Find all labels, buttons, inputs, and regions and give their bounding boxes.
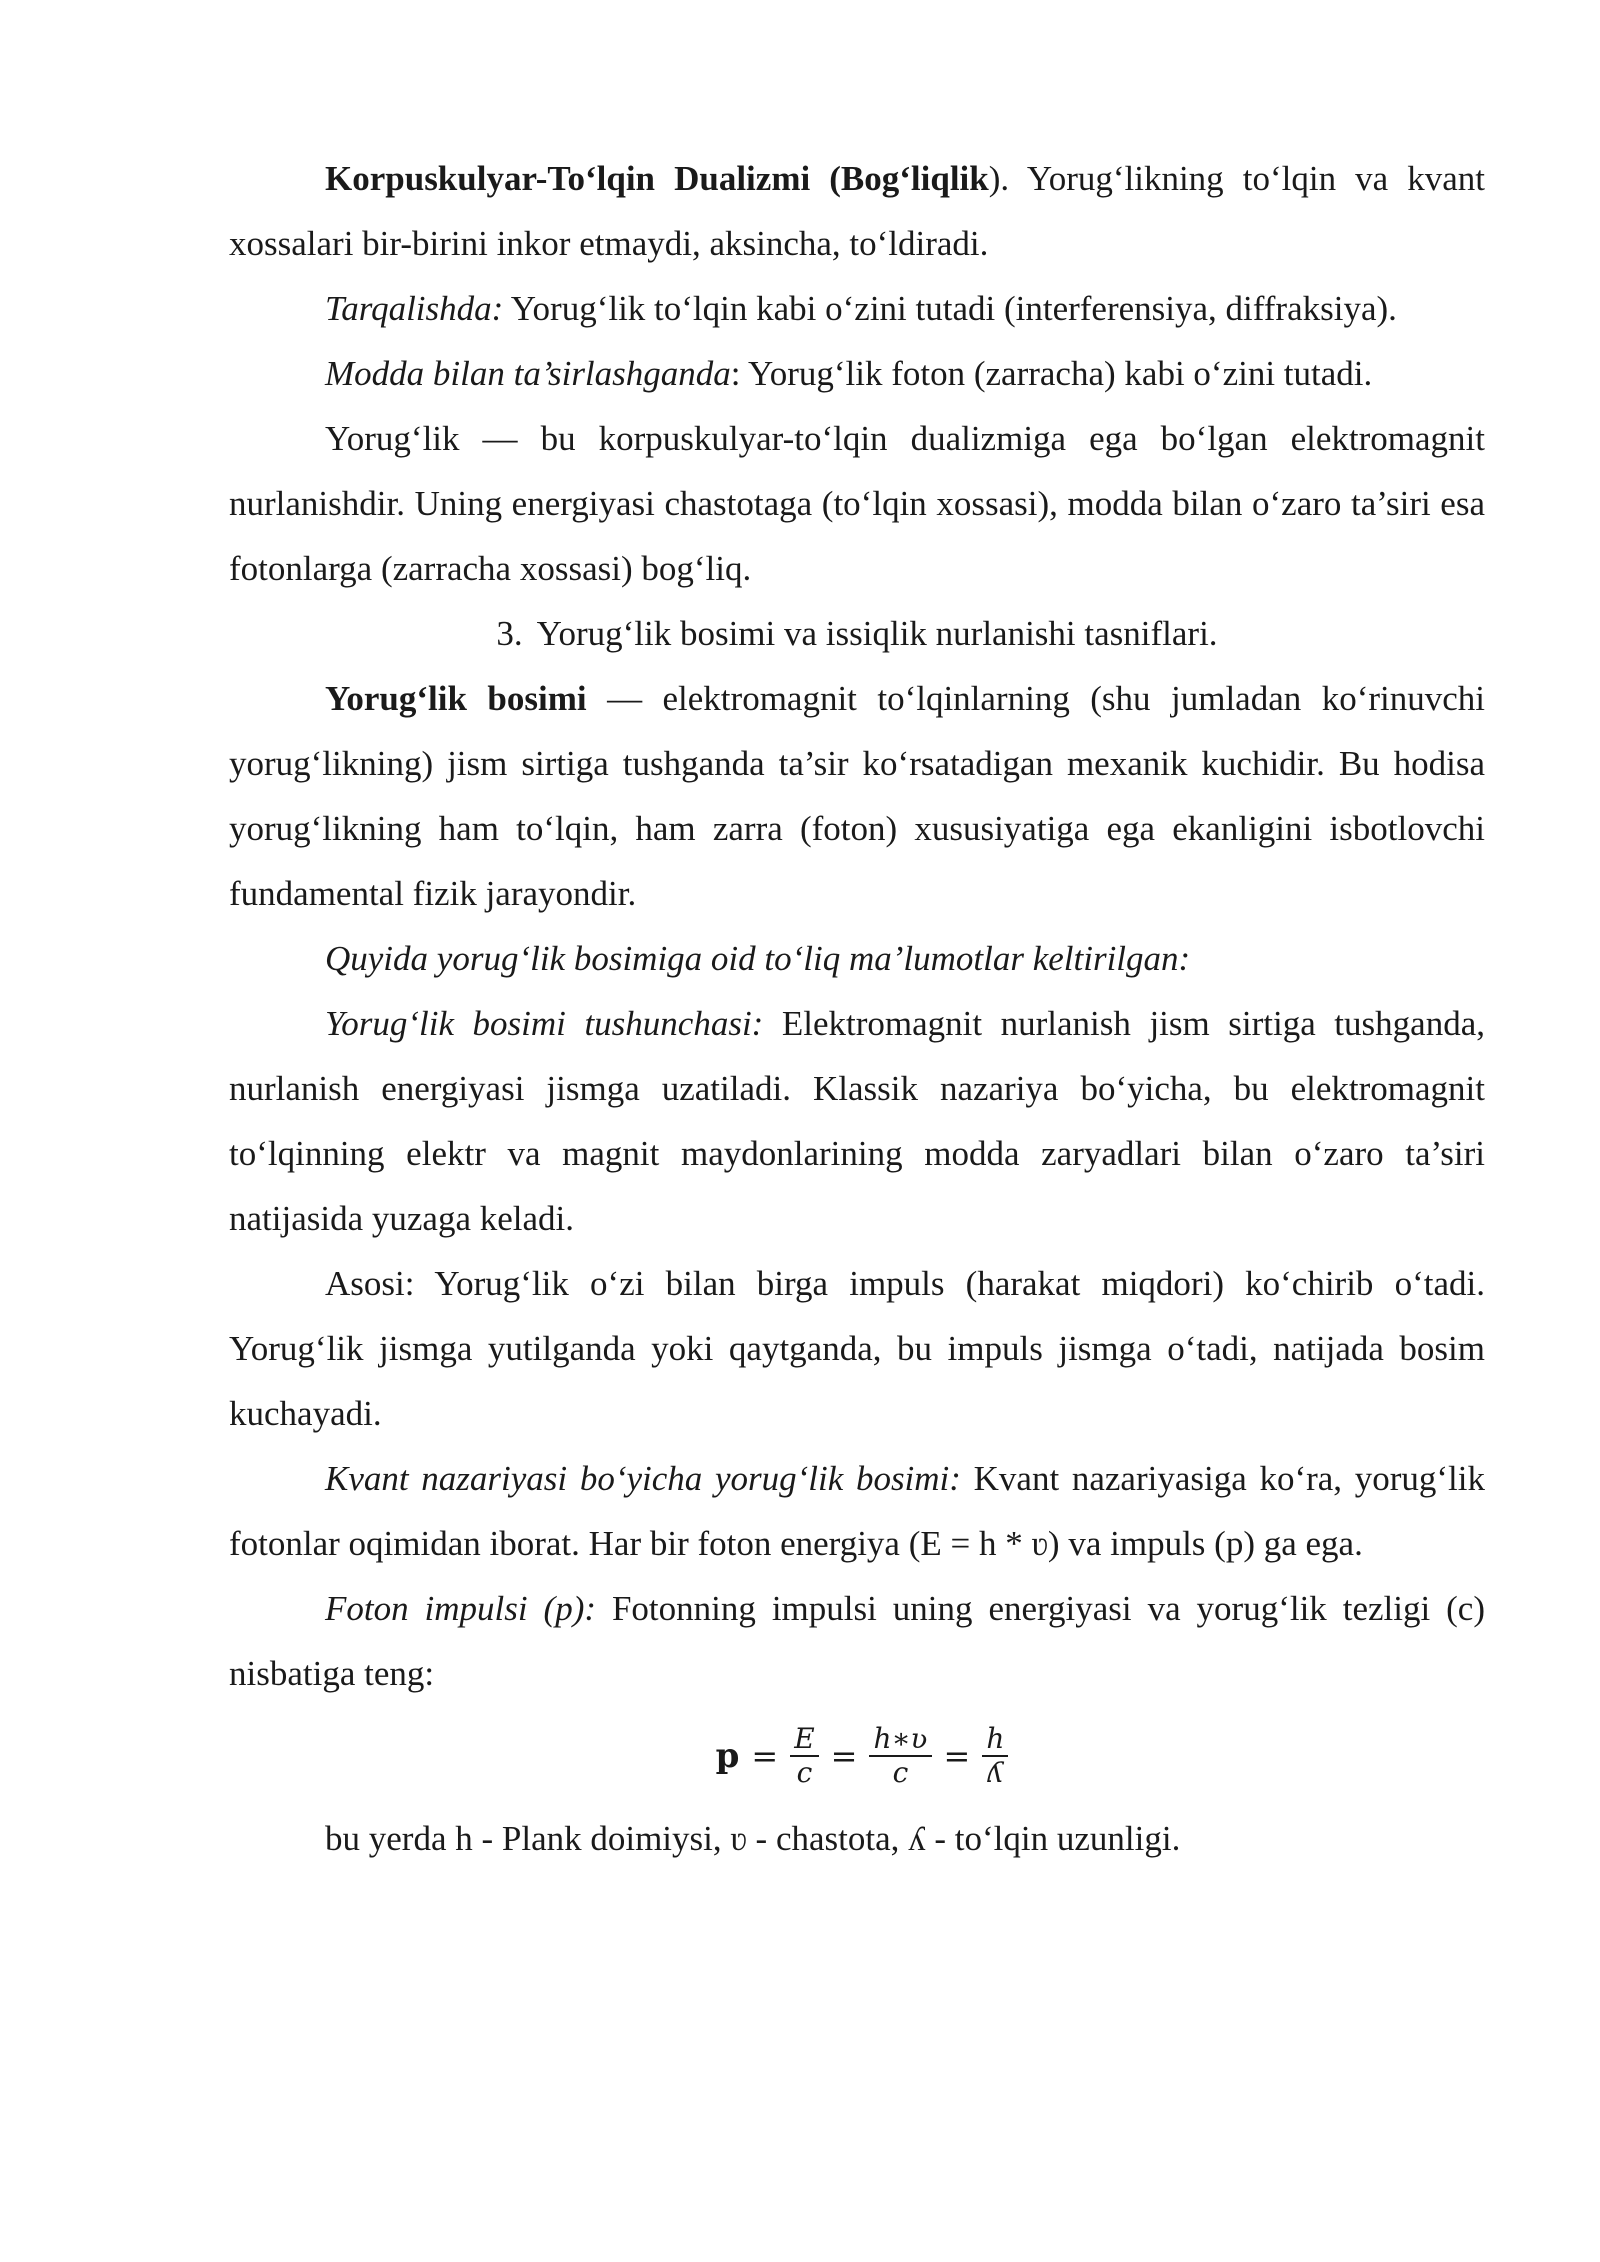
italic-term: Tarqalishda:: [325, 289, 504, 328]
paragraph-propagation: [229, 276, 1485, 341]
fraction-hv-over-c: [869, 1723, 931, 1789]
fraction-denominator: c: [892, 1756, 909, 1789]
italic-term: Kvant nazariyasi bo‘yicha yorug‘lik bosimi:: [325, 1459, 961, 1498]
fraction-denominator: ʎ: [987, 1756, 1004, 1789]
bold-term: Yorug‘lik bosimi: [325, 679, 587, 718]
fraction-h-over-lambda: [982, 1723, 1008, 1789]
fraction-numerator: h∗ʋ: [869, 1723, 931, 1757]
paragraph-text: Fotonning impulsi uning energiyasi va yorug‘lik tezligi (c) nisbatiga teng:: [229, 1589, 1485, 1693]
italic-text: Quyida yorug‘lik bosimiga oid to‘liq ma’lumotlar keltirilgan:: [325, 939, 1191, 978]
paragraph-text: : Yorug‘lik foton (zarracha) kabi o‘zini tutadi.: [730, 354, 1373, 393]
paragraph-light-pressure: [229, 666, 1485, 926]
paragraph-light-definition: [229, 406, 1485, 601]
fraction-numerator: h: [982, 1723, 1008, 1757]
paragraph-interaction: [229, 341, 1485, 406]
paragraph-text: — elektromagnit to‘lqinlarning (shu jumladan ko‘rinuvchi yorug‘likning) jism sirtiga tushganda ta’sir ko‘rsatadigan mexanik kuchidir. Bu hodisa yorug‘likning ham to‘lqin, ham zarra (foton) xususiyatiga ega ekanligini isbotlovchi fundamental fizik jarayondir.: [229, 679, 1485, 913]
formula-lhs: p: [715, 1735, 740, 1776]
equals-sign: =: [830, 1736, 858, 1775]
paragraph-text: Yorug‘lik to‘lqin kabi o‘zini tutadi (interferensiya, diffraksiya).: [503, 289, 1397, 328]
fraction-e-over-c: [790, 1723, 818, 1789]
paragraph-text: ). Yorug‘likning to‘lqin va kvant xossalari bir-birini inkor etmaydi, aksincha, to‘ldiradi.: [229, 159, 1486, 263]
italic-term: Modda bilan ta’sirlashganda: [325, 354, 731, 393]
paragraph-text: bu yerda h - Plank doimiysi, ʋ - chastota, ʎ - to‘lqin uzunligi.: [325, 1819, 1181, 1858]
paragraph-basis: [229, 1251, 1485, 1446]
momentum-formula: [229, 1706, 1485, 1806]
equals-sign: =: [943, 1736, 971, 1775]
paragraph-intro: [229, 926, 1485, 991]
paragraph-quantum: [229, 1446, 1485, 1576]
italic-term: Foton impulsi (p):: [325, 1589, 597, 1628]
section-number: 3.: [496, 614, 523, 653]
section-heading: [229, 601, 1485, 666]
paragraph-text: Asosi: Yorug‘lik o‘zi bilan birga impuls (harakat miqdori) ko‘chirib o‘tadi. Yorug‘lik jismga yutilganda yoki qaytganda, bu impuls jismga o‘tadi, natijada bosim kuchayadi.: [229, 1264, 1485, 1433]
paragraph-text: Elektromagnit nurlanish jism sirtiga tushganda, nurlanish energiyasi jismga uzatiladi. Klassik nazariya bo‘yicha, bu elektromagnit to‘lqinning elektr va magnit maydonlarining modda zaryadlari bilan o‘zaro ta’siri natijasida yuzaga keladi.: [229, 1004, 1485, 1238]
italic-term: Yorug‘lik bosimi tushunchasi:: [325, 1004, 764, 1043]
document-body: [229, 146, 1485, 1871]
bold-term: Korpuskulyar-To‘lqin Dualizmi (Bog‘liqlik: [325, 159, 989, 198]
fraction-numerator: E: [790, 1723, 818, 1757]
equals-sign: =: [751, 1736, 779, 1775]
fraction-denominator: c: [796, 1756, 813, 1789]
paragraph-legend: [229, 1806, 1485, 1871]
paragraph-text: Yorug‘lik — bu korpuskulyar-to‘lqin dualizmiga ega bo‘lgan elektromagnit nurlanishdir. Uning energiyasi chastotaga (to‘lqin xossasi), modda bilan o‘zaro ta’siri esa fotonlarga (zarracha xossasi) bog‘liq.: [229, 419, 1485, 588]
paragraph-text: Kvant nazariyasiga ko‘ra, yorug‘lik fotonlar oqimidan iborat. Har bir foton energiya (E = h * ʋ) va impuls (p) ga ega.: [229, 1459, 1485, 1563]
paragraph-dualism: [229, 146, 1485, 276]
section-title: Yorug‘lik bosimi va issiqlik nurlanishi tasniflari.: [536, 614, 1218, 653]
paragraph-concept: [229, 991, 1485, 1251]
paragraph-photon-momentum: [229, 1576, 1485, 1706]
